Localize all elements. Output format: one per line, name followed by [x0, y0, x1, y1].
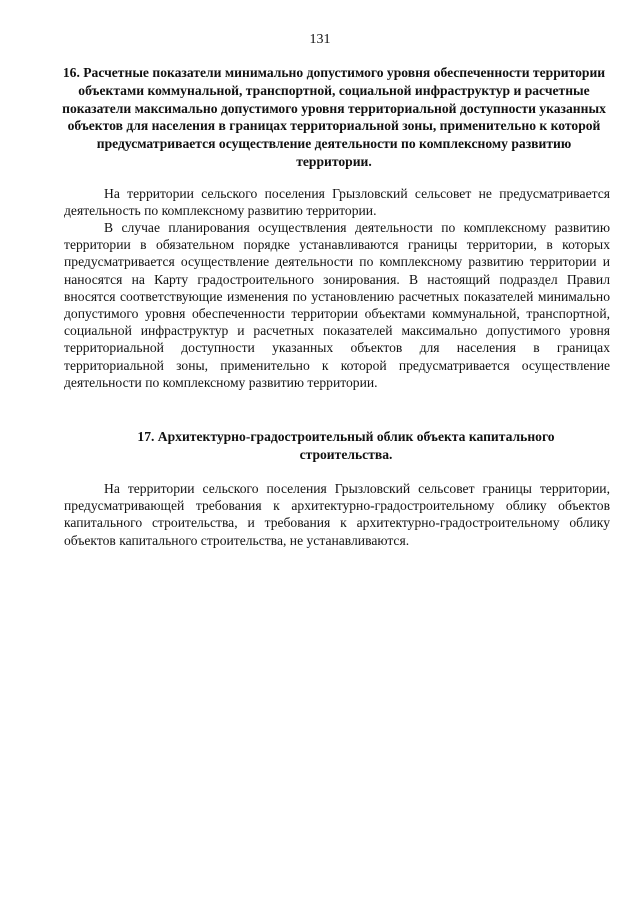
page-number: 131: [309, 32, 331, 47]
section-16-heading: 16. Расчетные показатели минимально допустимого уровня обеспеченности территории объектами коммунальной, транспортной, социальной инфраструктур и расчетные показатели максимально допустимого уровня территориальной доступности указанных объектов для населения в границах территориальной зоны, применительно к которой предусматривается осуществление деятельности по комплексному развитию территории.: [62, 65, 606, 169]
section-16-paragraph-2: В случае планирования осуществления деятельности по комплексному развитию территории в обязательном порядке устанавливаются границы территории, в которых предусматривается осуществление деятельности по комплексному развитию территории и наносятся на Карту градостроительного зонирования. В настоящий подраздел Правил вносятся соответствующие изменения по установлению расчетных показателей минимально допустимого уровня обеспеченности территории объектами коммунальной, транспортной, социальной инфраструктур и расчетных показателей максимально допустимого уровня территориальной доступности указанных объектов для населения в границах территориальной зоны, применительно к которой предусматривается осуществление деятельности по комплексному развитию территории.: [64, 220, 610, 390]
section-17-heading: 17. Архитектурно-градостроительный облик объекта капитального строительства.: [137, 429, 555, 462]
section-16-paragraph-1: На территории сельского поселения Грызловский сельсовет не предусматривается деятельность по комплексному развитию территории.: [64, 186, 610, 219]
section-17-paragraph-1: На территории сельского поселения Грызловский сельсовет границы территории, предусматривающей требования к архитектурно-градостроительному облику объектов капитального строительства, и требования к архитектурно-градостроительному облику объектов капитального строительства, не устанавливаются.: [64, 481, 610, 548]
